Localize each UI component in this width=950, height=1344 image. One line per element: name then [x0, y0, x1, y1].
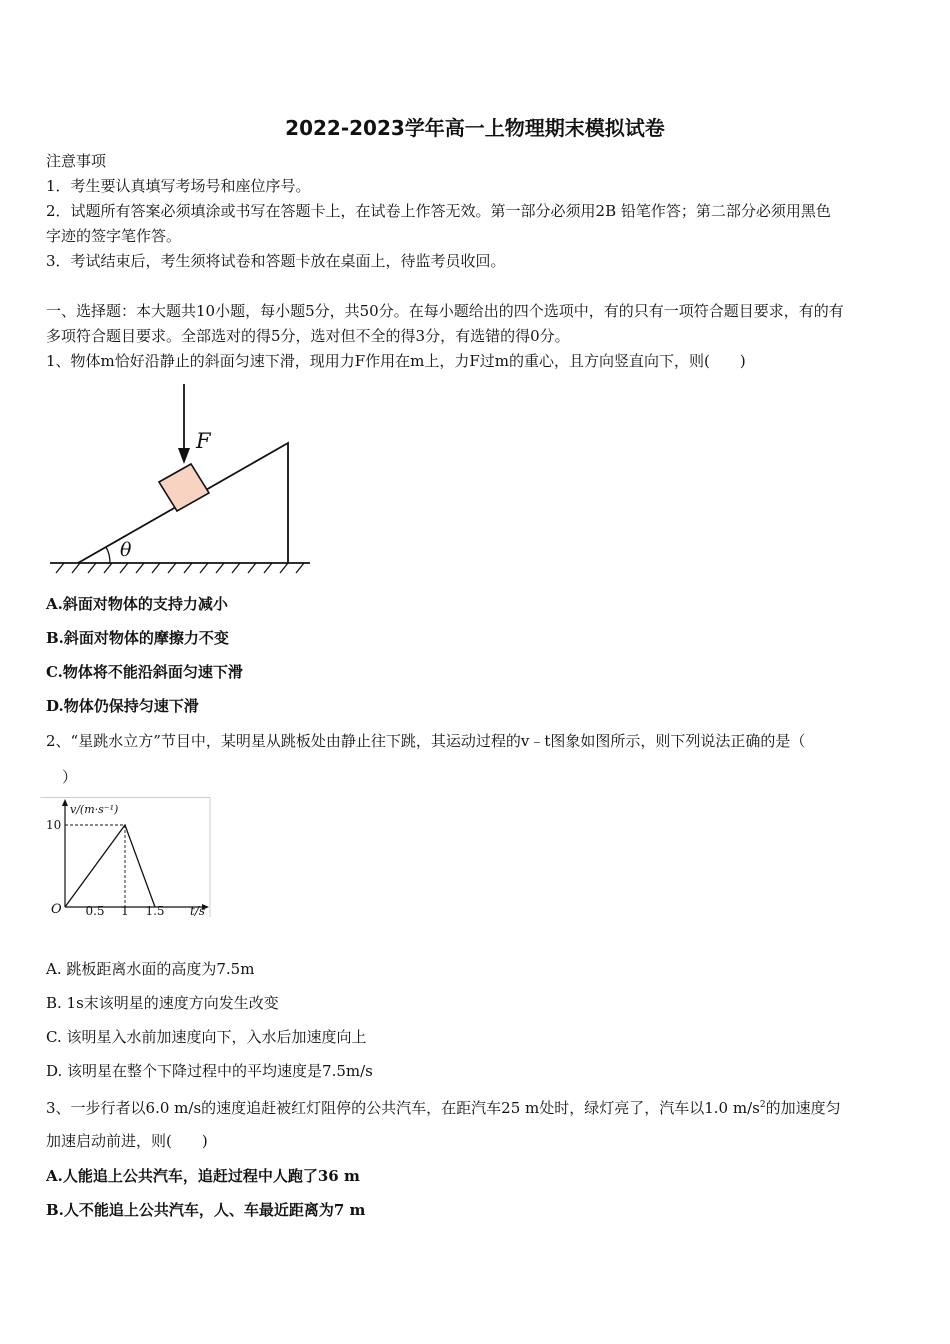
x-axis-label: t/s — [190, 904, 206, 918]
angle-arc — [106, 547, 110, 563]
page-title: 2022-2023学年高一上物理期末模拟试卷 — [285, 116, 665, 140]
question-3-stem — [46, 1094, 841, 1119]
q1-option-a: A.斜面对物体的支持力减小 — [46, 595, 228, 613]
x-tick-label: 1.5 — [145, 904, 165, 918]
angle-label: θ — [120, 539, 132, 561]
q1-option-c: C.物体将不能沿斜面匀速下滑 — [46, 663, 243, 681]
question-2-stem: 2、“星跳水立方”节目中，某明星从跳板处由静止往下跳，其运动过程的v﹣t图象如图所示，则下列说法正确的是（ — [46, 732, 806, 750]
q1-option-b: B.斜面对物体的摩擦力不变 — [46, 629, 229, 647]
notice-heading: 注意事项 — [46, 152, 107, 170]
y-tick-label: 10 — [46, 818, 62, 832]
y-axis-arrow — [62, 799, 68, 806]
sliding-block — [159, 464, 209, 511]
section-intro: 多项符合题目要求。全部选对的得5分，选对但不全的得3分，有选错的得0分。 — [46, 327, 570, 345]
question-3-superscript: 2 — [759, 1100, 766, 1110]
q3-option-b: B.人不能追上公共汽车，人、车最近距离为7 m — [46, 1201, 366, 1219]
question-2-stem-end: ） — [62, 768, 78, 786]
x-tick-label: 0.5 — [85, 904, 105, 918]
question-3-stem-part: 3、一步行者以6.0 m/s的速度追赶被红灯阻停的公共汽车，在距汽车25 m处时，绿灯亮了，汽车以1.0 m/s — [46, 1099, 760, 1117]
q2-option-c: C. 该明星入水前加速度向下，入水后加速度向上 — [46, 1028, 367, 1046]
series-line — [65, 825, 155, 907]
question-3-stem-part: 的加速度匀 — [765, 1099, 841, 1117]
q2-option-a: A. 跳板距离水面的高度为7.5m — [46, 960, 255, 978]
y-axis-label: v/(m·s⁻¹) — [70, 803, 119, 816]
force-label: F — [196, 429, 211, 453]
section-intro: 一、选择题：本大题共10小题，每小题5分，共50分。在每小题给出的四个选项中，有的只有一项符合题目要求，有的有 — [46, 302, 844, 320]
x-tick-label: 1 — [121, 904, 129, 918]
q2-option-b: B. 1s末该明星的速度方向发生改变 — [46, 994, 279, 1012]
force-arrow-head — [178, 448, 190, 464]
notice-item: 3．考试结束后，考生须将试卷和答题卡放在桌面上，待监考员收回。 — [46, 252, 506, 270]
question-3-stem-line2: 加速启动前进，则( ) — [46, 1132, 208, 1150]
notice-item: 1．考生要认真填写考场号和座位序号。 — [46, 177, 311, 195]
vt-chart — [40, 797, 220, 925]
notice-item: 2．试题所有答案必须填涂或书写在答题卡上，在试卷上作答无效。第一部分必须用2B 铅笔作答；第二部分必须用黑色 — [46, 202, 831, 220]
question-1-stem: 1、物体m恰好沿静止的斜面匀速下滑，现用力F作用在m上，力F过m的重心，且方向竖直向下，则( ) — [46, 352, 746, 370]
q1-option-d: D.物体仍保持匀速下滑 — [46, 697, 199, 715]
q2-option-d: D. 该明星在整个下降过程中的平均速度是7.5m/s — [46, 1062, 373, 1080]
q3-option-a: A.人能追上公共汽车，追赶过程中人跑了36 m — [46, 1167, 360, 1185]
origin-label: O — [51, 902, 62, 917]
incline-figure — [42, 380, 317, 580]
ground-hatching — [56, 563, 304, 573]
notice-item: 字迹的签字笔作答。 — [46, 227, 182, 245]
